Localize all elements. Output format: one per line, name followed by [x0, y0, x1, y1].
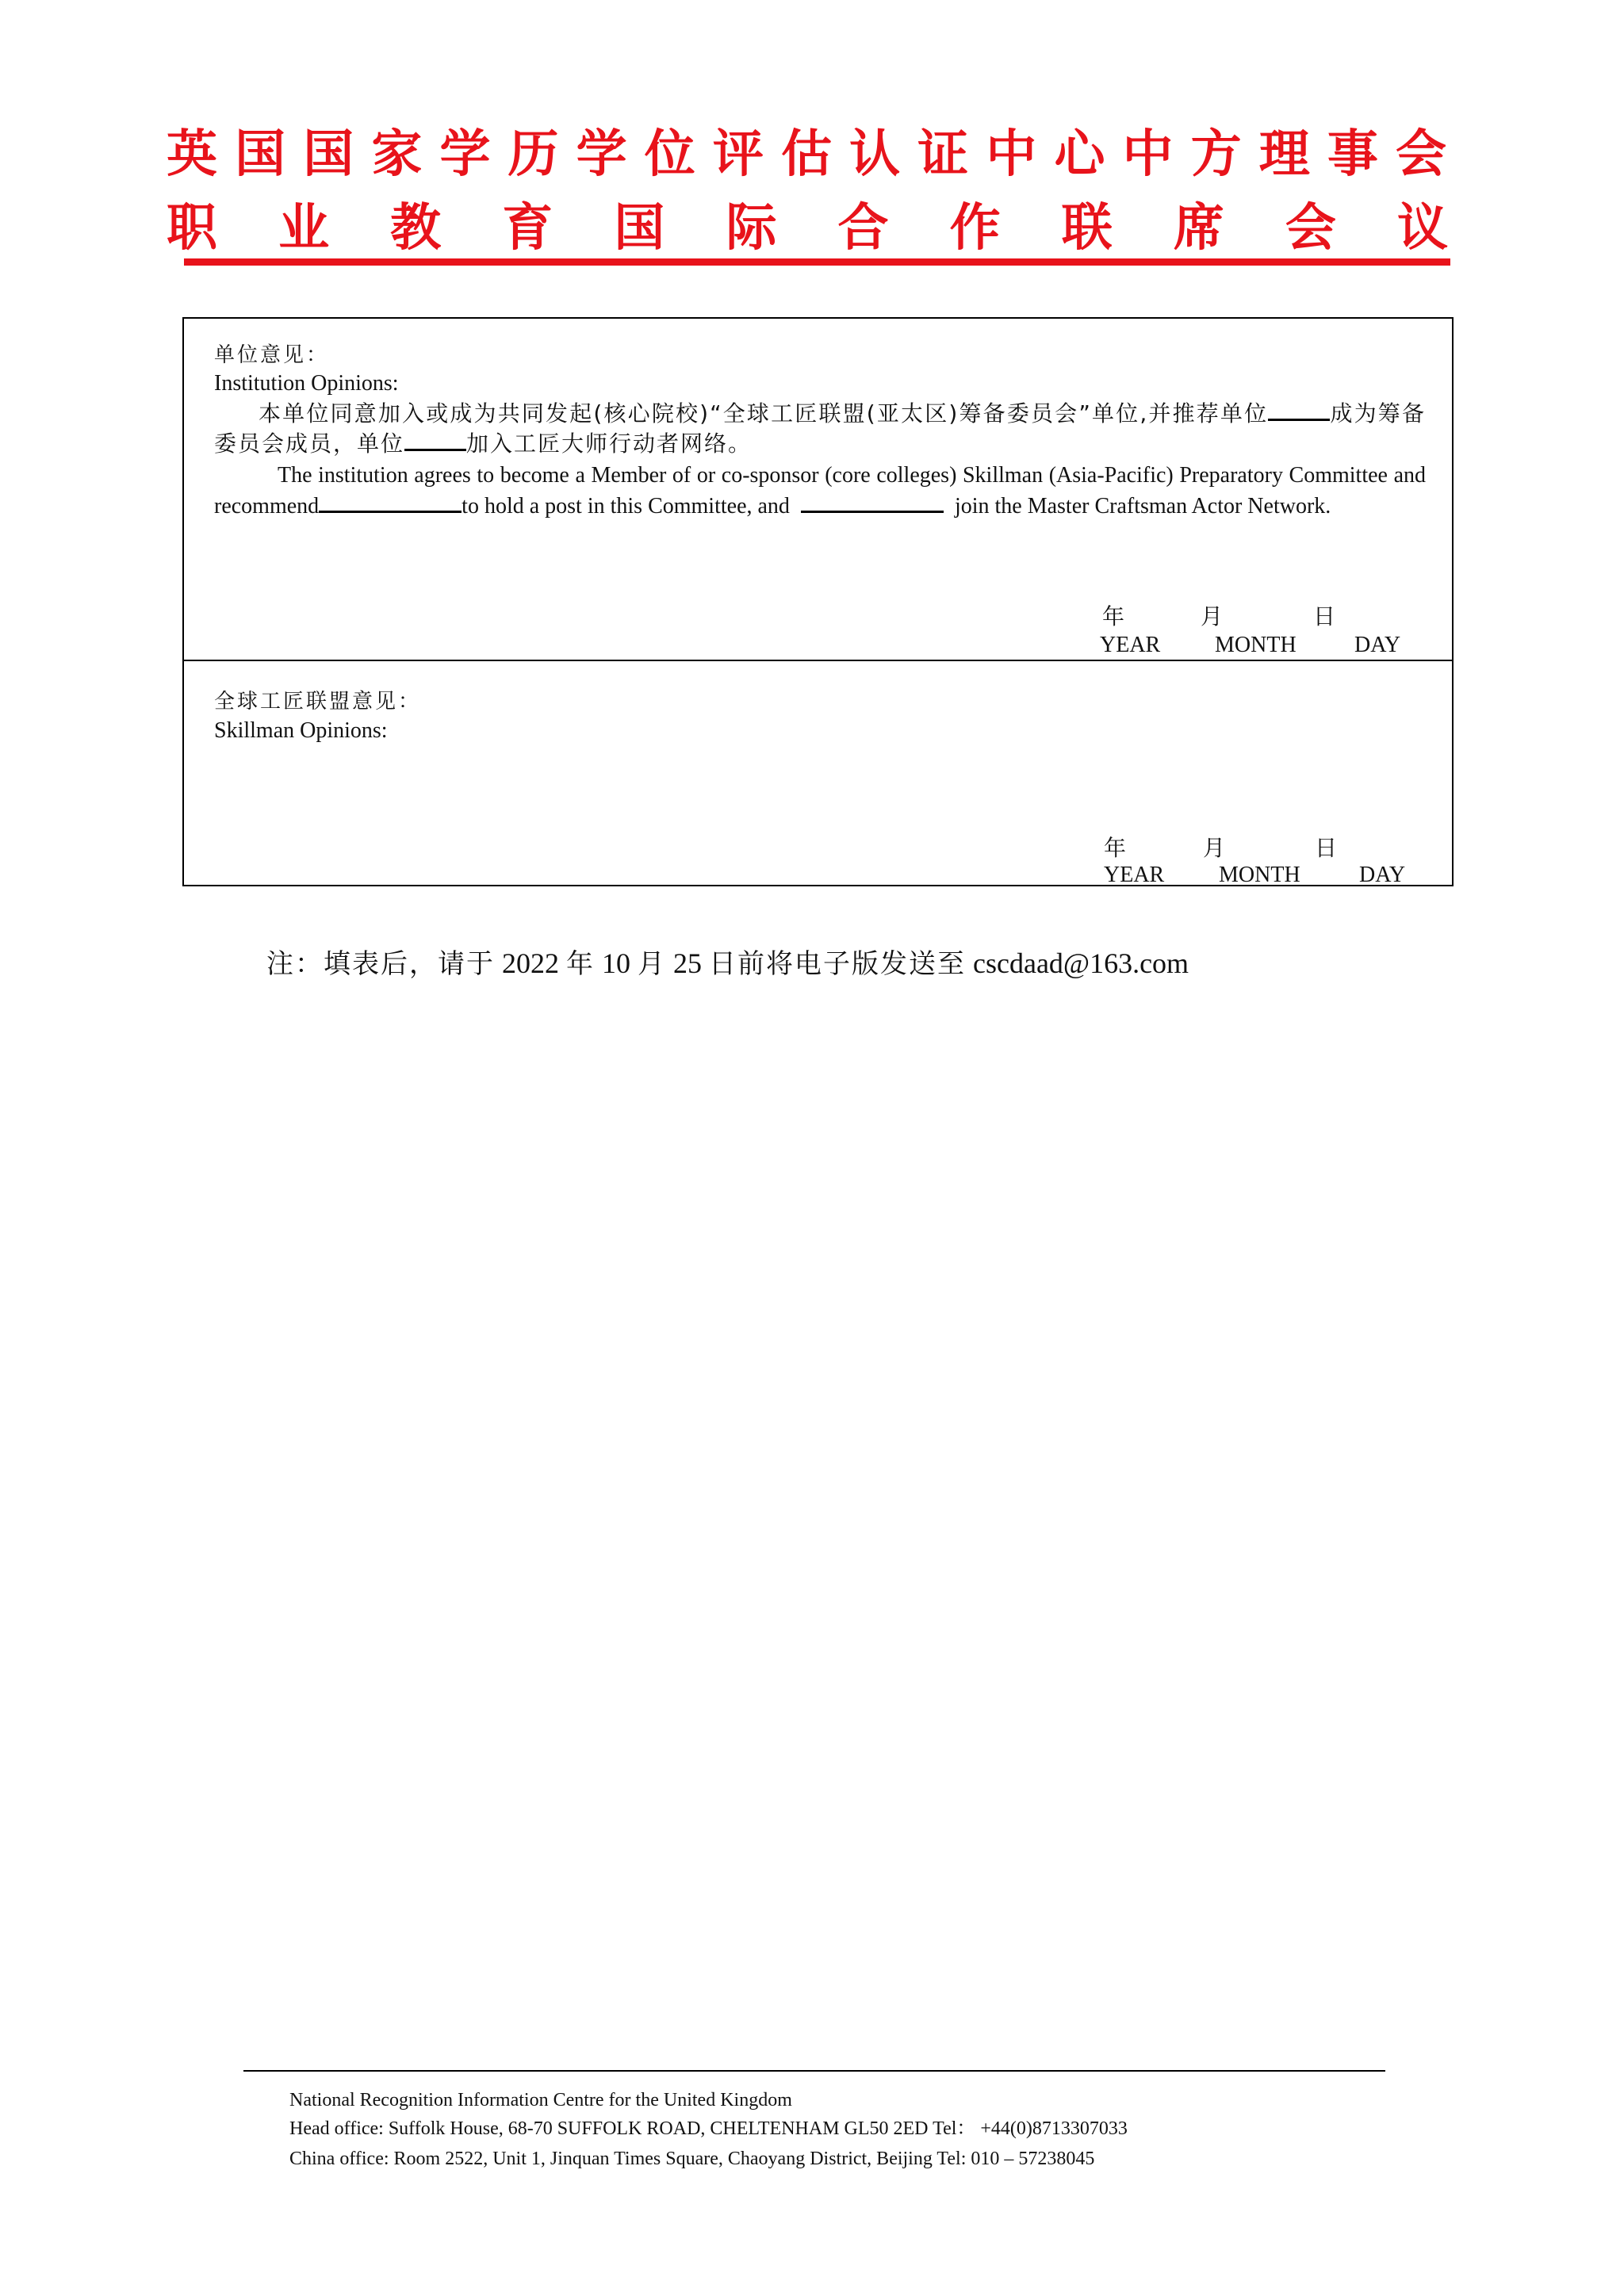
date-day-en: DAY	[1354, 633, 1401, 657]
statement-cn-part4: 加入工匠大师行动者网络。	[466, 430, 753, 457]
statement-en-part2: to hold a post in this Committee, and	[462, 494, 790, 519]
skillman-label-cn: 全球工匠联盟意见：	[214, 690, 422, 714]
date-month-cn: 月	[1203, 835, 1228, 861]
recommend-unit-blank-cn[interactable]	[1268, 398, 1330, 421]
network-unit-blank-en[interactable]	[801, 490, 944, 513]
institution-statement-cn	[214, 398, 1426, 458]
institution-label-cn: 单位意见：	[214, 343, 330, 367]
institution-statement-en	[214, 461, 1426, 521]
note-text-4: 日前将电子版发送至	[709, 948, 966, 980]
network-unit-blank-cn[interactable]	[404, 428, 466, 451]
table-row-divider	[184, 660, 1452, 661]
date-year-cn: 年	[1104, 835, 1129, 861]
date-day-en: DAY	[1359, 863, 1406, 887]
note-text-3: 月	[638, 948, 666, 980]
header-title-line-1: 英国国家学历学位评估认证中心中方理事会	[167, 124, 1448, 184]
header-title-line-2: 职 业 教 育 国 际 合 作 联 席 会 议	[167, 198, 1448, 258]
date-day-cn: 日	[1315, 835, 1340, 861]
note-text-2: 年	[566, 948, 595, 980]
note-month: 10	[602, 947, 630, 979]
date-year-cn: 年	[1102, 603, 1128, 629]
statement-en-part1: The institution agrees to become a Member of or co-sponsor (core colleges) Skillman (Asia-Pacific) Preparatory Committee and recommend	[214, 463, 1426, 519]
date-month-en: MONTH	[1215, 633, 1297, 657]
note-text-1: 注：填表后，请于	[266, 948, 495, 980]
header-red-rule	[184, 258, 1450, 266]
footer-china-office: China office: Room 2522, Unit 1, Jinquan Times Square, Chaoyang District, Beijing Tel: 010 – 57238045	[289, 2149, 1095, 2169]
note-email[interactable]: cscdaad@163.com	[973, 947, 1189, 979]
statement-cn-part2: 成	[1330, 400, 1354, 427]
footer-head-office: Head office: Suffolk House, 68-70 SUFFOLK ROAD, CHELTENHAM GL50 2ED Tel： +44(0)8713307033	[289, 2118, 1128, 2139]
skillman-label-en: Skillman Opinions:	[214, 718, 388, 743]
date-year-en: YEAR	[1100, 633, 1161, 657]
date-month-cn: 月	[1201, 603, 1226, 629]
statement-en-part3: join the Master Craftsman Actor Network.	[954, 494, 1331, 519]
recommend-unit-blank-en[interactable]	[319, 490, 462, 513]
date-year-en: YEAR	[1104, 863, 1165, 887]
submission-note	[266, 946, 1189, 982]
footer-rule	[243, 2070, 1385, 2072]
opinion-form-table	[182, 317, 1454, 886]
date-day-cn: 日	[1313, 603, 1339, 629]
footer-org-name: National Recognition Information Centre for the United Kingdom	[289, 2090, 792, 2110]
statement-cn-part3: 为筹备委员会成员，单位	[214, 400, 1426, 457]
note-day: 25	[673, 947, 702, 979]
statement-cn-part1: 本单位同意加入或成为共同发起(核心院校)“全球工匠联盟(亚太区)筹备委员会”单位,并推荐单位	[259, 400, 1269, 427]
note-year: 2022	[502, 947, 559, 979]
institution-label-en: Institution Opinions:	[214, 371, 399, 396]
date-month-en: MONTH	[1219, 863, 1300, 887]
